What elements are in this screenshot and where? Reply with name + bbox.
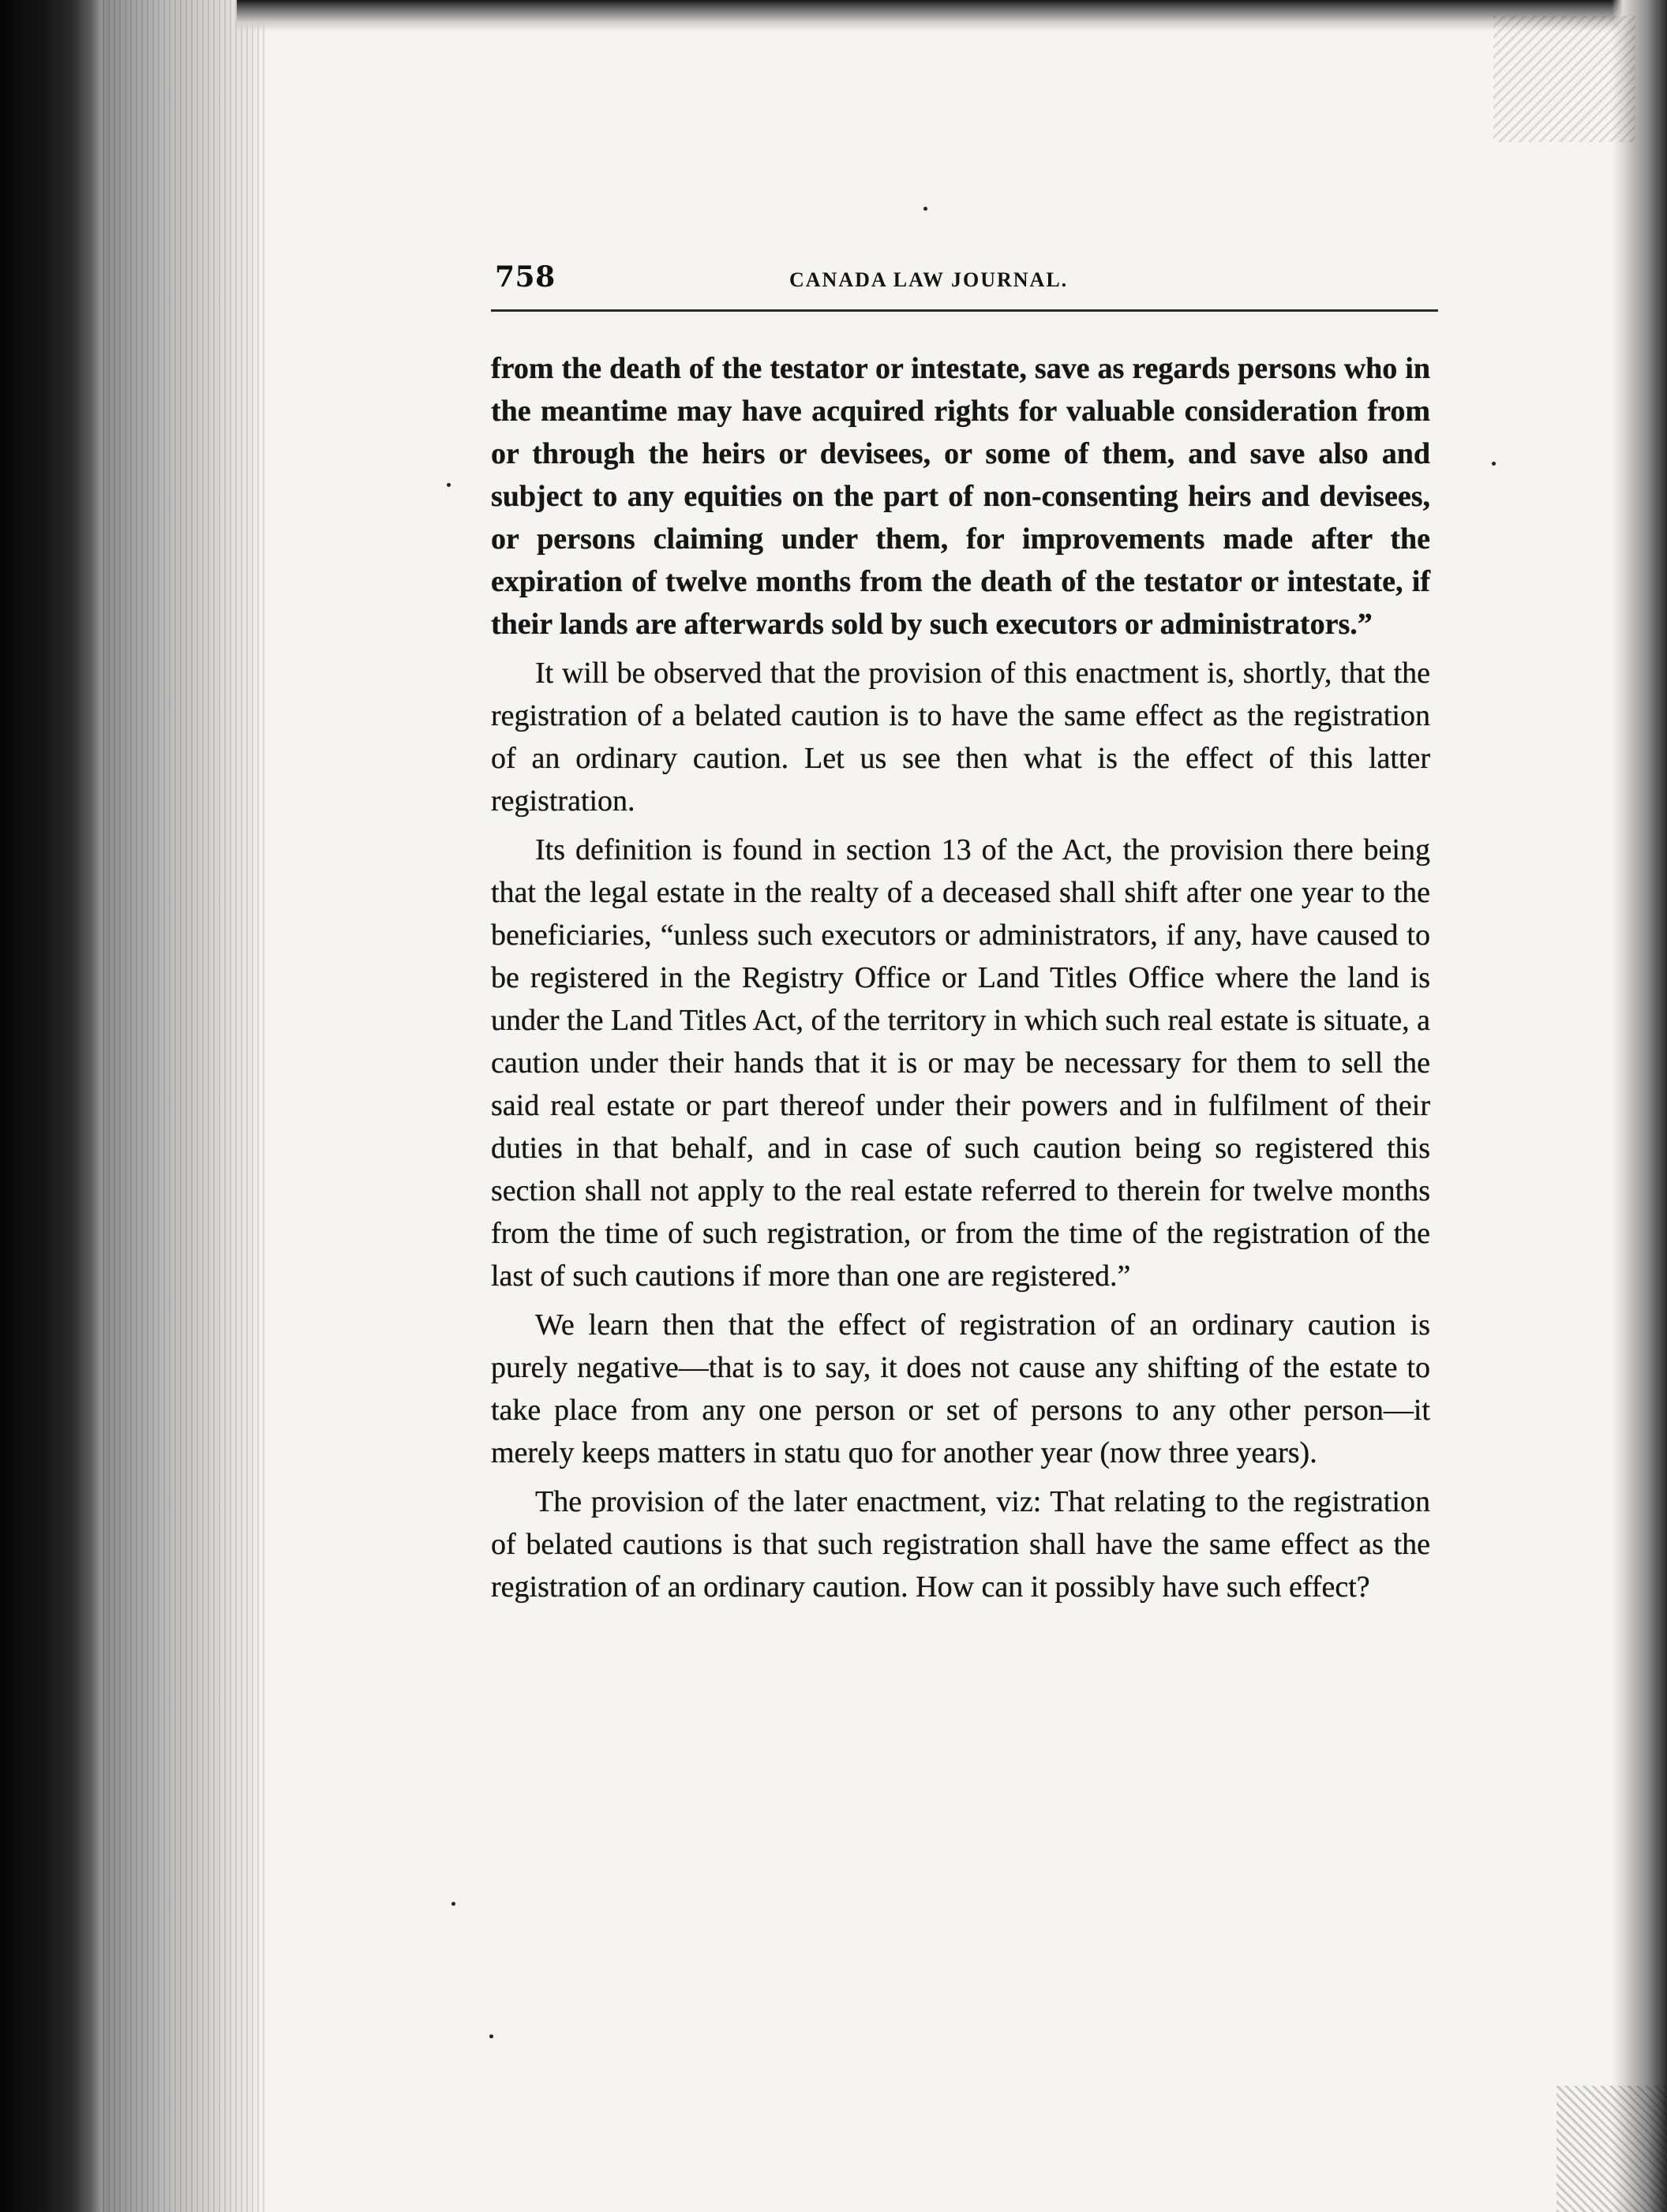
running-head: CANADA LAW JOURNAL. [789, 268, 1069, 291]
top-right-scan-noise [1493, 16, 1635, 142]
paragraph: It will be observed that the provision of this enactment is, shortly, that the registration of a belated caution is to have the same effect as the registration of an ordinary caution. Let us see then what is the effect of this latter registration. [491, 657, 1430, 818]
bottom-right-scan-noise [1556, 2086, 1667, 2212]
paragraph: from the death of the testator or intestate, save as regards persons who in the meantime may have acquired rights for valuable consideration from or through the heirs or devisees, or some of them, and save also and subject to any equities on the part of non-consenting heirs and devisees, or persons claiming under them, for improvements made after the expiration of twelve months from the death of the testator or intestate, if their lands are afterwards sold by such executors or administrators.” [491, 352, 1430, 641]
scan-speck [1492, 462, 1496, 466]
page-number: 758 [495, 260, 556, 294]
scan-speck [451, 1902, 455, 1906]
paragraph: The provision of the later enactment, viz: That relating to the registration of belated cautions is that such registration shall have the same effect as the registration of an ordinary caution. How can it possibly have such effect? [491, 1485, 1430, 1604]
header-rule [491, 309, 1438, 312]
scan-speck [447, 483, 451, 487]
paragraph: We learn then that the effect of registration of an ordinary caution is purely negative—that is to say, it does not cause any shifting of the estate to take place from any one person or set of persons to any other person—it merely keeps matters in statu quo for another year (now three years). [491, 1308, 1430, 1469]
scan-speck [923, 207, 927, 211]
paragraph: Its definition is found in section 13 of the Act, the provision there being that the legal estate in the realty of a deceased shall shift after one year to the beneficiaries, “unless such executors or administrators, if any, have caused to be registered in the Registry Office or Land Titles Office where the land is under the Land Titles Act, of the territory in which such real estate is situate, a caution under their hands that it is or may be necessary for them to sell the said real estate or part thereof under their powers and in fulfilment of their duties in that behalf, and in case of such caution being so registered this section shall not apply to the real estate referred to therein for twelve months from the time of such registration, or from the time of the registration of the last of such cautions if more than one are registered.” [491, 833, 1430, 1293]
page-gutter-shadow [103, 0, 268, 2212]
scan-speck [489, 2034, 493, 2038]
book-binding-edge [0, 0, 103, 2212]
top-scan-edge [237, 0, 1667, 32]
right-scan-edge [1612, 0, 1667, 2212]
body-text [491, 347, 1430, 1615]
